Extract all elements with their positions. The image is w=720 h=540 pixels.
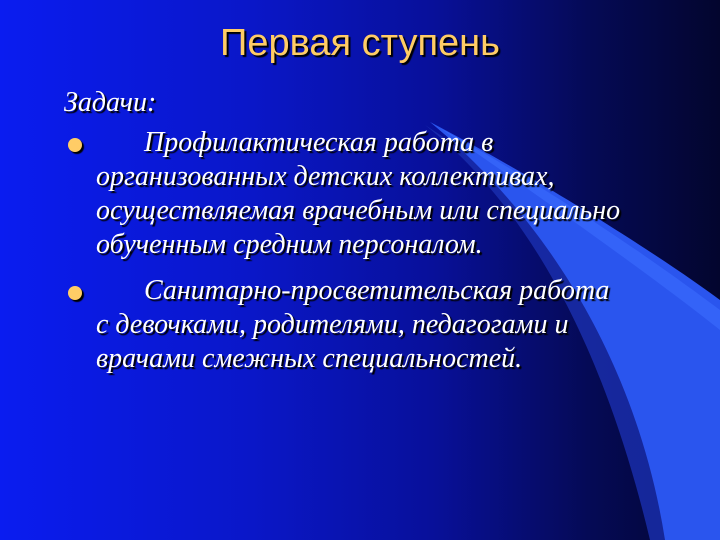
bullet-dot-icon xyxy=(68,286,82,300)
tasks-label: Задачи: xyxy=(64,87,157,118)
bullet-dot-icon xyxy=(68,138,82,152)
slide-title: Первая ступень xyxy=(220,22,500,64)
bullet-text: Профилактическая работа в организованных детских коллективах, осуществляемая врачебным или специально обученным средним персоналом. xyxy=(96,127,621,260)
list-item xyxy=(64,126,624,262)
bullet-text: Санитарно-просветительская работа с девочками, родителями, педагогами и врачами смежных специальностей. xyxy=(96,275,610,374)
list-item xyxy=(64,274,624,376)
slide-body xyxy=(64,86,624,388)
